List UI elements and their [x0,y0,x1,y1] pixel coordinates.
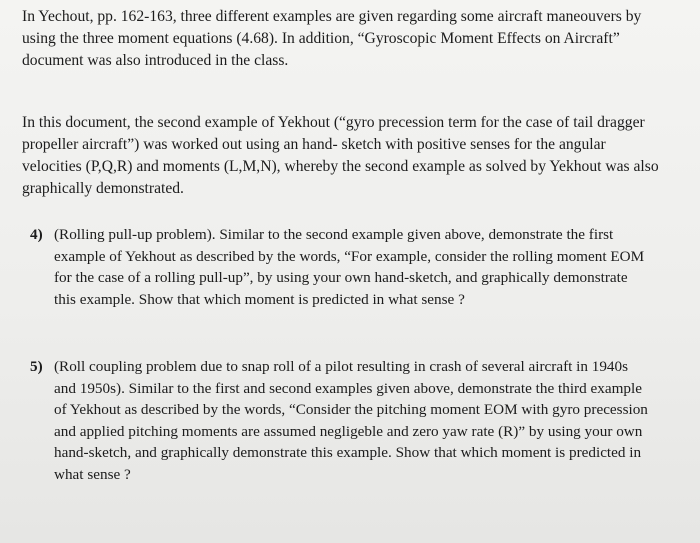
question-4-text: (Rolling pull-up problem). Similar to the second example given above, demonstrate the first example of Yekhout as described by the words, “For example, consider the rolling moment EOM for the case of a rolling pull-up”, by using your own hand-sketch, and graphically demonstrate this example. Show that which moment is predicted in what sense ? [54,226,645,308]
question-4-number: 4) [30,226,43,243]
question-5-text: (Roll coupling problem due to snap roll of a pilot resulting in crash of several aircraft in 1940s and 1950s). Similar to the first and second examples given above, demonstrate the third example of Yekhout as described by the words, “Consider the pitching moment EOM with gyro precession and applied pitching moments are assumed negligeble and zero yaw rate (R)” by using your own hand-sketch, and graphically demonstrate this example. Show that which moment is predicted in what sense ? [54,358,648,483]
question-5-number: 5) [30,358,43,375]
intro-paragraph: In Yechout, pp. 162-163, three different examples are given regarding some aircraft maneouvers by using the three moment equations (4.68). In addition, “Gyroscopic Moment Effects on Aircraft” document was also introduced in the class. [22,8,642,69]
context-paragraph: In this document, the second example of Yekhout (“gyro precession term for the case of tail dragger propeller aircraft”) was worked out using an hand- sketch with positive senses for the angular velocities (P,Q,R) and moments (L,M,N), whereby the second example as solved by Yekhout was also graphically demonstrated. [22,114,659,197]
